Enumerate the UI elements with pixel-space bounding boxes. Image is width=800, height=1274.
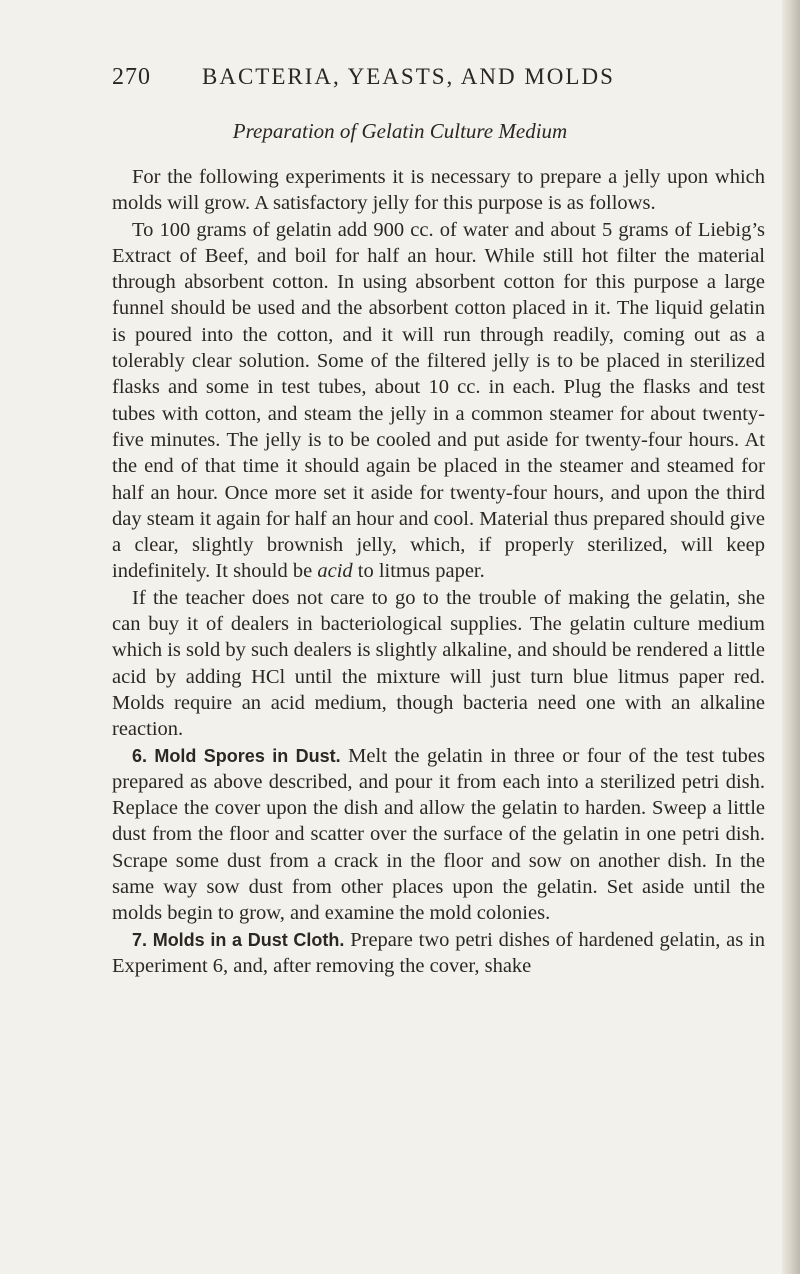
paragraph-dealers: If the teacher does not care to go to the trouble of making the gelatin, she can buy it of dealers in bacteriological supplies. The gelatin culture medium which is sold by such dealers is slightly alkaline, and should be rendered a little acid by adding HCl until the mixture will just turn blue litmus paper red. Molds require an acid medium, though bacteria need one with an alkaline reaction.: [112, 586, 766, 741]
running-head: BACTERIA, YEASTS, AND MOLDS: [202, 64, 615, 89]
experiment-7-text: Prepare two petri dishes of hardened gelatin, as in Experiment 6, and, after removing the cover, shake: [112, 928, 765, 977]
section-title: Preparation of Gelatin Culture Medium: [232, 119, 568, 143]
paragraph-experiment-6: [112, 743, 765, 927]
page-edge: [782, 0, 800, 1274]
experiment-6-heading: 6. Mold Spores in Dust.: [132, 745, 341, 766]
experiment-7-heading: 7. Molds in a Dust Cloth.: [132, 929, 345, 950]
emphasis-acid: acid: [317, 560, 353, 583]
paragraph-intro: For the following experiments it is necessary to prepare a jelly upon which molds will grow. A satisfactory jelly for this purpose is as follows.: [112, 166, 765, 215]
paragraph-preparation-text: To 100 grams of gelatin add 900 cc. of water and about 5 grams of Liebig’s Extract of Beef, and boil for half an hour. While still hot filter the material through absorbent cotton. In using absorbent cotton for this purpose a large funnel should be used and the absorbent cotton placed in it. The liquid gelatin is poured into the cotton, and it will run through readily, coming out as a tolerably clear solution. Some of the filtered jelly is to be placed in sterilized flasks and some in test tubes, about 10 cc. in each. Plug the flasks and test tubes with cotton, and steam the jelly in a common steamer for about twenty-five minutes. The jelly is to be cooled and put aside for twenty-four hours. At the end of that time it should again be placed in the steamer and steamed for half an hour. Once more set it aside for twenty-four hours, and upon the third day steam it again for half an hour and cool. Material thus prepared should give a clear, slightly brownish jelly, which, if properly sterilized, will keep indefinitely. It should be: [112, 218, 765, 583]
experiment-6-text: Melt the gelatin in three or four of the test tubes prepared as above described, and pour it from each into a sterilized petri dish. Replace the cover upon the dish and allow the gelatin to harden. Sweep a little dust from the floor and scatter over the surface of the gelatin in one petri dish. Scrape some dust from a crack in the floor and sow on another dish. In the same way sow dust from other places upon the gelatin. Set aside until the molds begin to grow, and examine the mold colonies.: [112, 744, 765, 925]
page-header: [112, 64, 732, 104]
paragraph-preparation-end: to litmus paper.: [357, 560, 485, 583]
paragraph-preparation: [112, 217, 765, 585]
paragraph-experiment-7: [112, 927, 765, 980]
page-number: 270: [112, 64, 151, 90]
body-text: [112, 164, 765, 979]
